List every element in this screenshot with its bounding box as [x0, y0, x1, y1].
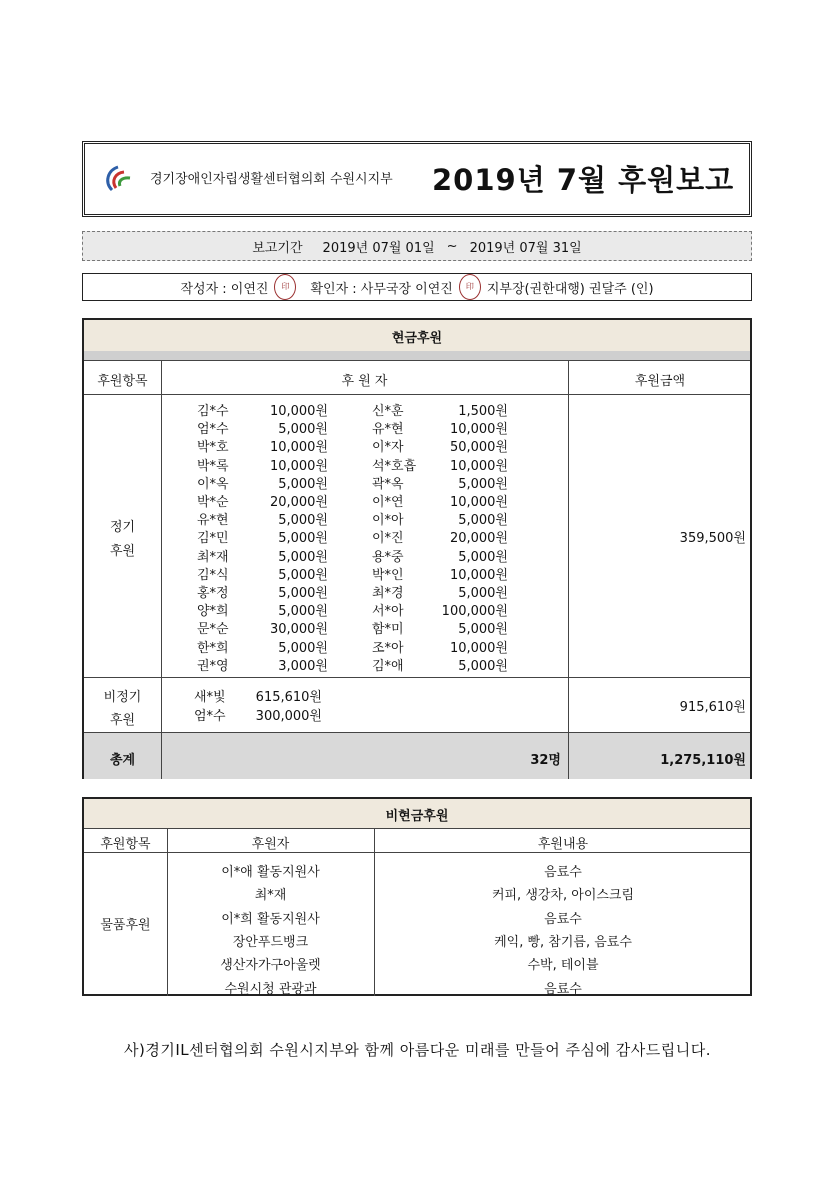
- col-content-header: 후원내용: [537, 837, 589, 852]
- donor-amount: 5,000원: [458, 622, 508, 638]
- donor-amount: 5,000원: [278, 422, 328, 438]
- donor-amount: 100,000원: [441, 604, 508, 620]
- donor-name: 이*옥: [197, 476, 229, 492]
- row-line: [84, 394, 750, 395]
- noncash-donation-table: [82, 797, 752, 996]
- donor-amount: 5,000원: [458, 586, 508, 601]
- donor-name: 서*아: [372, 604, 404, 620]
- donor-name: 석*호흡: [372, 458, 417, 474]
- donor-amount: 50,000원: [449, 440, 508, 456]
- donor-name: 유*현: [197, 513, 229, 529]
- donor-amount: 30,000원: [269, 622, 328, 638]
- noncash-donor: 생산자가구아울렛: [220, 958, 321, 974]
- donor-name: 새*빛: [194, 690, 226, 705]
- period-start: 2019년 07월 01일: [322, 240, 435, 256]
- org-name: 경기장애인자립생활센터협의회 수원시지부: [150, 172, 393, 187]
- donor-amount: 5,000원: [458, 513, 508, 529]
- period-separator: ~: [446, 238, 458, 254]
- noncash-donor: 이*애 활동지원사: [221, 865, 320, 880]
- irregular-total: 915,610원: [679, 700, 746, 715]
- donor-name: 함*미: [372, 622, 404, 638]
- donor-name: 김*식: [197, 567, 229, 583]
- donor-amount: 20,000원: [269, 495, 328, 510]
- donor-name: 이*아: [372, 513, 404, 529]
- cash-title: 현금후원: [391, 331, 443, 346]
- donor-amount: 10,000원: [269, 458, 328, 474]
- donor-amount: 10,000원: [449, 495, 508, 510]
- noncash-donor: 이*희 활동지원사: [221, 911, 320, 927]
- donor-name: 조*아: [372, 640, 404, 656]
- donor-name: 유*현: [372, 422, 404, 438]
- donor-name: 이*진: [372, 531, 404, 547]
- donor-amount: 5,000원: [278, 513, 328, 529]
- donor-name: 엄*수: [194, 709, 226, 724]
- col-donor-header: 후 원 자: [341, 374, 388, 389]
- checker: 확인자 : 사무국장 이연진: [310, 281, 453, 297]
- donor-name: 이*자: [372, 440, 404, 456]
- irregular-label: 비정기: [103, 690, 142, 705]
- donor-amount: 20,000원: [449, 531, 508, 547]
- col-line: [161, 360, 162, 779]
- author-row: [82, 273, 752, 301]
- donor-name: 곽*옥: [372, 476, 404, 492]
- donor-amount: 1,500원: [458, 404, 508, 419]
- donor-name: 홍*정: [197, 586, 229, 601]
- donor-amount: 5,000원: [458, 549, 508, 565]
- donor-amount: 300,000원: [255, 709, 322, 724]
- noncash-content: 음료수: [544, 981, 582, 997]
- noncash-donor: 최*재: [254, 888, 287, 904]
- director: 지부장(권한대행) 권달주 (인): [486, 281, 654, 297]
- seal-stamp: 印: [459, 274, 481, 300]
- regular-label: 정기: [109, 520, 136, 535]
- seal-stamp: 印: [274, 274, 296, 300]
- donor-amount: 3,000원: [278, 658, 328, 674]
- donor-name: 문*순: [197, 622, 229, 638]
- writer: 작성자 : 이연진: [180, 281, 269, 297]
- donor-name: 이*연: [372, 495, 404, 510]
- donor-amount: 615,610원: [255, 690, 322, 705]
- col-item-header: 후원항목: [97, 374, 148, 389]
- donor-name: 박*록: [197, 458, 229, 474]
- donor-name: 권*영: [197, 658, 229, 674]
- item-label: 물품후원: [100, 918, 151, 933]
- row-line: [84, 360, 750, 361]
- donor-name: 용*중: [372, 549, 404, 565]
- noncash-content: 커피, 생강차, 아이스크림: [491, 888, 635, 904]
- noncash-donor: 장안푸드뱅크: [232, 934, 309, 950]
- donor-amount: 10,000원: [449, 458, 508, 474]
- donor-amount: 10,000원: [449, 640, 508, 656]
- donor-amount: 10,000원: [449, 567, 508, 583]
- donor-amount: 5,000원: [458, 476, 508, 492]
- donor-name: 최*경: [372, 586, 404, 601]
- donor-name: 한*희: [197, 640, 229, 656]
- donor-amount: 10,000원: [269, 404, 328, 419]
- donor-amount: 5,000원: [278, 586, 328, 601]
- donor-amount: 5,000원: [278, 640, 328, 656]
- donor-amount: 5,000원: [278, 549, 328, 565]
- irregular-label: 후원: [109, 713, 136, 728]
- row-line: [84, 677, 750, 678]
- donor-amount: 5,000원: [458, 658, 508, 674]
- gray-divider: [84, 351, 750, 360]
- noncash-content: 음료수: [544, 911, 582, 927]
- donor-amount: 10,000원: [269, 440, 328, 456]
- donor-name: 박*순: [197, 495, 229, 510]
- donor-name: 김*수: [197, 404, 229, 419]
- sum-amount: 1,275,110원: [660, 753, 746, 768]
- donor-name: 최*재: [197, 549, 229, 565]
- donor-name: 신*훈: [372, 404, 404, 419]
- noncash-content: 케익, 빵, 참기름, 음료수: [494, 934, 632, 950]
- donor-name: 김*민: [197, 531, 229, 547]
- donor-name: 박*인: [372, 567, 404, 583]
- report-period: [82, 231, 752, 261]
- footer-message: 사)경기IL센터협의회 수원시지부와 함께 아름다운 미래를 만들어 주심에 감사드립니다.: [124, 1041, 711, 1059]
- donor-name: 양*희: [197, 604, 229, 620]
- report-title: 2019년 7월 후원보고: [432, 163, 735, 197]
- donor-amount: 5,000원: [278, 604, 328, 620]
- col-line: [568, 360, 569, 779]
- donor-name: 엄*수: [197, 422, 229, 438]
- noncash-content: 음료수: [544, 865, 582, 880]
- col-item-header: 후원항목: [100, 837, 151, 852]
- sum-count: 32명: [530, 753, 561, 768]
- donor-name: 김*애: [372, 658, 404, 674]
- noncash-title: 비현금후원: [385, 809, 449, 824]
- period-label: 보고기간: [252, 240, 303, 256]
- cash-donation-table: [82, 318, 752, 779]
- noncash-content: 수박, 테이블: [527, 958, 599, 974]
- regular-total: 359,500원: [679, 531, 746, 546]
- donor-amount: 5,000원: [278, 476, 328, 492]
- period-end: 2019년 07월 31일: [469, 240, 582, 256]
- regular-label: 후원: [109, 544, 136, 559]
- noncash-donor: 수원시청 관광과: [224, 981, 317, 997]
- sum-label: 총계: [109, 753, 136, 768]
- donor-amount: 10,000원: [449, 422, 508, 438]
- row-line: [84, 852, 750, 853]
- donor-amount: 5,000원: [278, 531, 328, 547]
- donor-name: 박*호: [197, 440, 229, 456]
- col-amount-header: 후원금액: [634, 374, 686, 389]
- donor-amount: 5,000원: [278, 567, 328, 583]
- orbit-logo-icon: [104, 164, 138, 194]
- col-donor-header: 후원자: [251, 837, 290, 852]
